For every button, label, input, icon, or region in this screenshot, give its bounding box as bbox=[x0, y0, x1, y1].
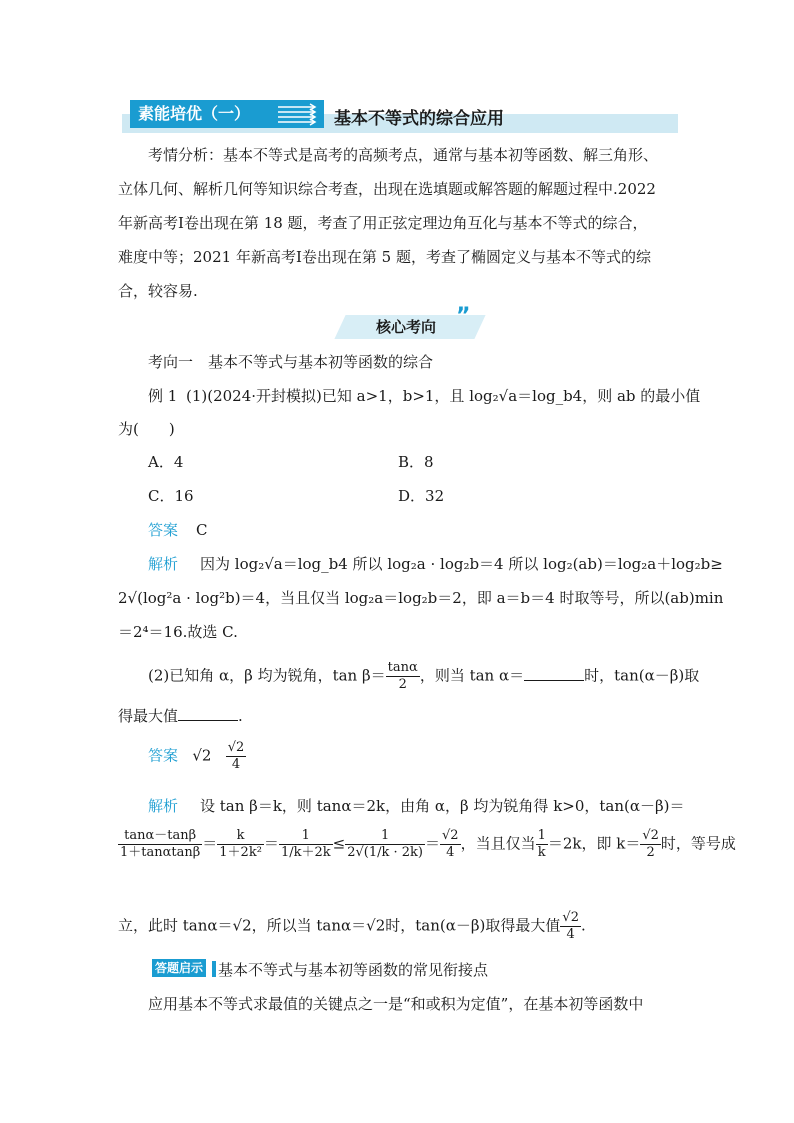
question-text: 得最大值 bbox=[118, 707, 179, 725]
fraction bbox=[560, 910, 581, 943]
intro-line: 合，较容易. bbox=[118, 282, 198, 300]
fraction-den: k bbox=[537, 845, 546, 860]
fraction-num: √2 bbox=[562, 910, 579, 925]
intro-line: 考情分析：基本不等式是高考的高频考点，通常与基本初等函数、解三角形、 bbox=[148, 146, 659, 164]
analysis-label: 解析 bbox=[148, 797, 179, 815]
fraction bbox=[640, 828, 661, 861]
fraction-num: 1 bbox=[279, 828, 333, 845]
solution-line: 2√(log²a · log²b)＝4，当且仅当 log₂a＝log₂b＝2，即 a＝b＝4 时取等号，所以(ab)min bbox=[118, 589, 724, 607]
fraction-den: 1/k＋2k bbox=[280, 845, 331, 860]
fraction-num: tanα－tanβ bbox=[118, 828, 202, 845]
fraction bbox=[536, 828, 548, 861]
solution-text: 时，等号成 bbox=[660, 834, 736, 853]
fraction bbox=[386, 660, 420, 693]
analysis-label: 解析 bbox=[148, 555, 179, 573]
fraction-den: 4 bbox=[446, 845, 455, 860]
answer-label: 答案 bbox=[148, 521, 179, 539]
tip-marker bbox=[212, 961, 216, 977]
solution-line: ＝2⁴＝16.故选 C. bbox=[118, 623, 238, 641]
fraction bbox=[217, 828, 264, 861]
fraction-den: 2 bbox=[646, 845, 655, 860]
fraction-num: tanα bbox=[387, 660, 418, 675]
answer-blank bbox=[524, 666, 584, 681]
answer-value: √2 bbox=[192, 746, 212, 765]
header-tag: 素能培优（一） bbox=[130, 100, 274, 128]
solution-text: ，当且仅当 bbox=[460, 834, 536, 853]
direction-title: 考向一 基本不等式与基本初等函数的综合 bbox=[148, 353, 434, 371]
option-a: A．4 bbox=[148, 453, 184, 471]
question-text: . bbox=[238, 707, 243, 725]
fraction-num: 1 bbox=[537, 828, 546, 843]
section-title: 核心考向 bbox=[376, 318, 437, 336]
intro-line: 立体几何、解析几何等知识综合考查，出现在选填题或解答题的解题过程中.2022 bbox=[118, 180, 656, 198]
tip-text: 应用基本不等式求最值的关键点之一是“和或积为定值”，在基本初等函数中 bbox=[148, 995, 644, 1013]
fraction-den: 4 bbox=[566, 927, 575, 942]
fraction-den: 4 bbox=[231, 757, 241, 772]
fraction bbox=[226, 740, 247, 773]
fraction-num: √2 bbox=[442, 828, 459, 843]
question-text: (2)已知角 α，β 均为锐角，tan β＝ bbox=[148, 666, 386, 685]
fraction bbox=[118, 828, 202, 861]
solution-line: 立，此时 tanα＝√2，所以当 tanα＝√2时，tan(α－β)取得最大值 $\frac{√2}{4}$ . bbox=[118, 910, 586, 942]
intro-line: 年新高考Ⅰ卷出现在第 18 题，考查了用正弦定理边角互化与基本不等式的综合， bbox=[118, 214, 648, 232]
tip-label: 答题启示 bbox=[152, 959, 206, 977]
fraction-num: k bbox=[217, 828, 264, 845]
answer-label: 答案 bbox=[148, 746, 179, 765]
fraction bbox=[440, 828, 461, 861]
solution-line: 因为 log₂√a＝log_b4 所以 log₂a · log₂b＝4 所以 log₂(ab)＝log₂a＋log₂b≥ bbox=[200, 555, 723, 573]
answer-2-line bbox=[148, 740, 246, 773]
fraction-den: 1＋tanαtanβ bbox=[120, 845, 201, 860]
fraction-num: 1 bbox=[345, 828, 425, 845]
question-text: 为( ) bbox=[118, 420, 175, 438]
solution-text: 立，此时 tanα＝√2，所以当 tanα＝√2时，tan(α－β)取得最大值 bbox=[118, 916, 561, 935]
intro-line: 难度中等；2021 年新高考Ⅰ卷出现在第 5 题，考查了椭圆定义与基本不等式的综 bbox=[118, 248, 651, 266]
fraction-num: √2 bbox=[642, 828, 659, 843]
example-label: 例 1 bbox=[148, 387, 178, 405]
answer-blank bbox=[178, 706, 238, 721]
option-c: C．16 bbox=[148, 487, 194, 505]
fraction bbox=[279, 828, 333, 861]
arrows-icon bbox=[274, 100, 324, 128]
quote-icon: ” bbox=[456, 304, 471, 329]
tip-title: 基本不等式与基本初等函数的常见衔接点 bbox=[218, 961, 489, 979]
fraction bbox=[345, 828, 425, 861]
fraction-den: 1＋2k² bbox=[219, 845, 262, 860]
header-title: 基本不等式的综合应用 bbox=[334, 109, 504, 129]
fraction-den: 2 bbox=[398, 677, 407, 692]
answer-value: C bbox=[196, 521, 208, 539]
solution-text: ＝2k，即 k＝ bbox=[547, 834, 641, 853]
question-text: ，则当 tan α＝ bbox=[419, 666, 525, 685]
question-2-line2 bbox=[118, 706, 243, 726]
question-text: 时，tan(α－β)取 bbox=[584, 666, 700, 685]
solution-formula: $\frac{\tan\alpha-\tan\beta}{1+\tan\alpha\tan\beta}$ ＝ $\frac{k}{\text{1＋2k²}}$ ＝ $\frac{1}{1/k+2k}$ ≤ $\frac{1}{2√(1/k \cdot 2k)}$ ＝ $\frac{√2}{4}$ ，当且仅当 $\frac{1}{k}$ ＝2k，即 k＝ $\frac{√2}{2}$ 时，等号成 bbox=[120, 828, 736, 860]
question-text: (1)(2024·开封模拟)已知 a>1，b>1，且 log₂√a＝log_b4，则 ab 的最小值 bbox=[186, 387, 701, 405]
question-2-line bbox=[148, 660, 699, 693]
solution-line: 设 tan β＝k，则 tanα＝2k，由角 α，β 均为锐角得 k>0，tan(α－β)＝ bbox=[200, 797, 685, 815]
option-b: B．8 bbox=[398, 453, 434, 471]
option-d: D．32 bbox=[398, 487, 445, 505]
fraction-den: 2√(1/k · 2k) bbox=[347, 845, 423, 860]
fraction-num: √2 bbox=[227, 740, 245, 755]
